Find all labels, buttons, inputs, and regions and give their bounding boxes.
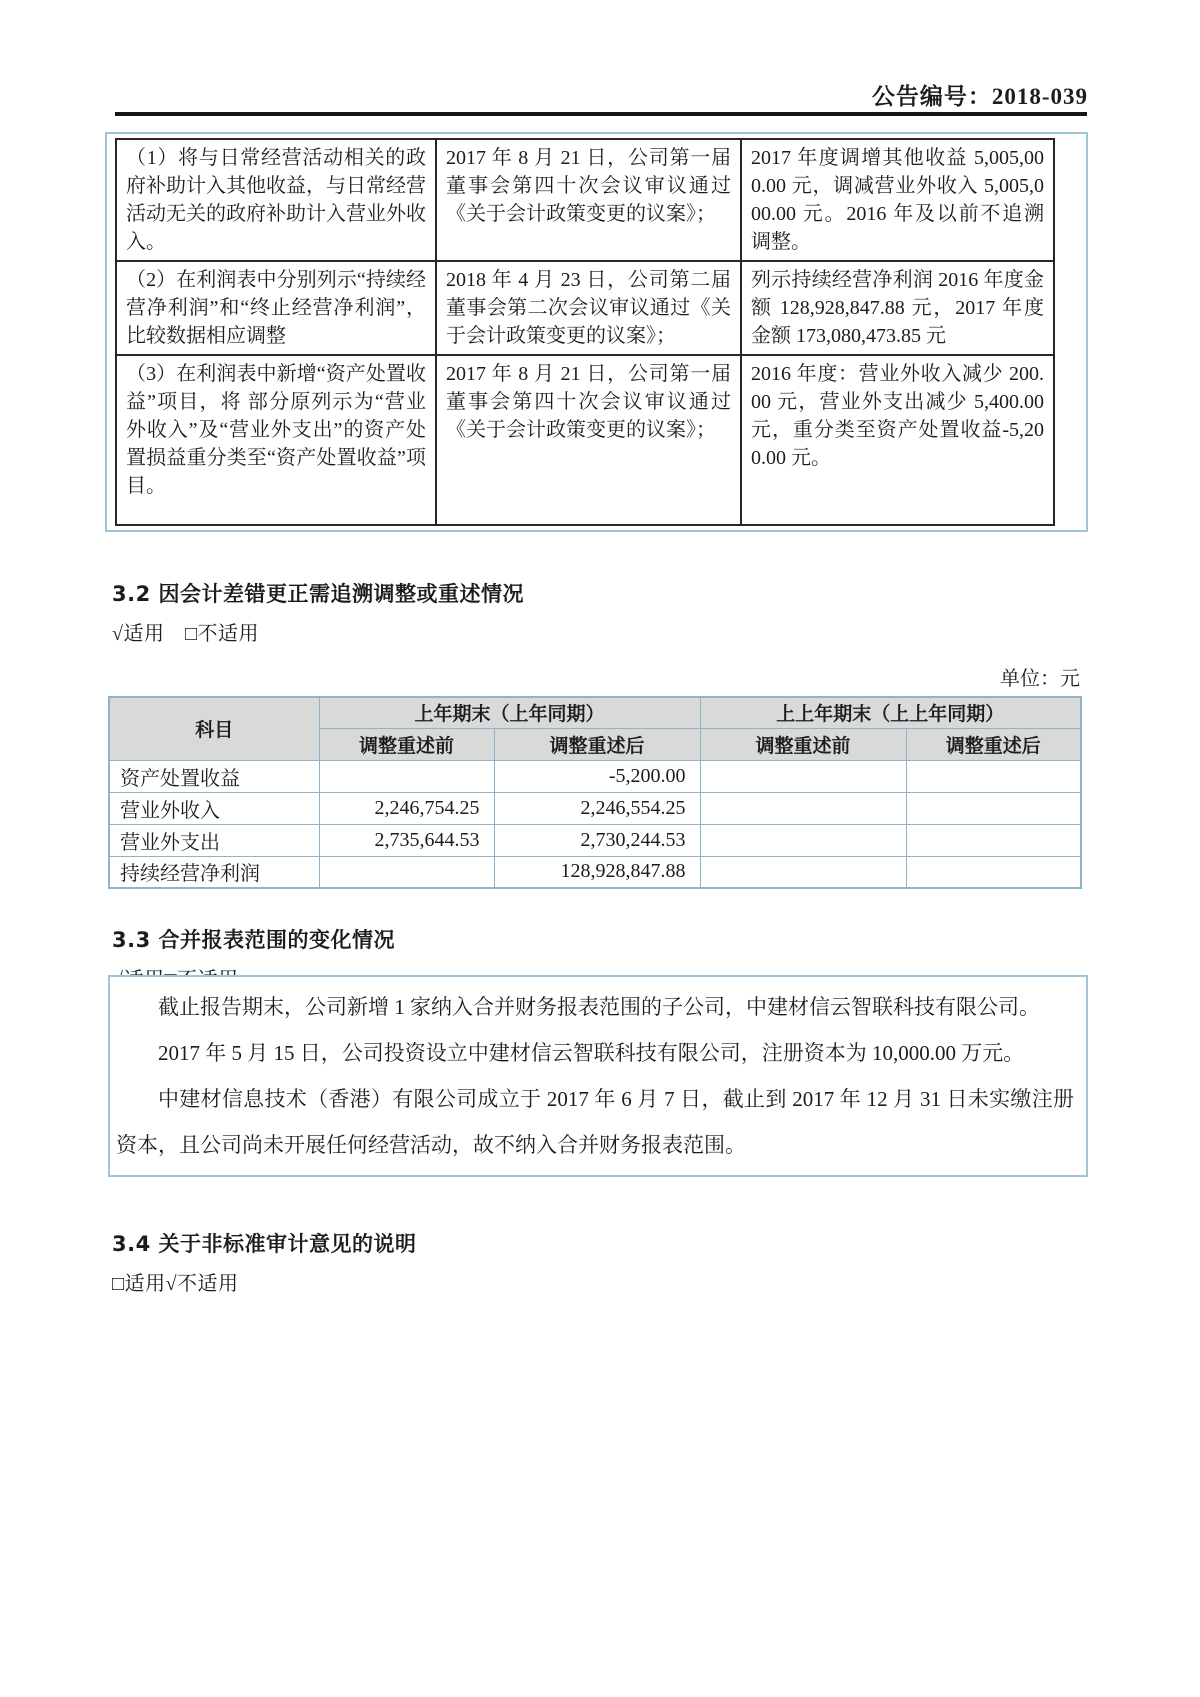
value-cell [906,760,1081,792]
policy-procedure-cell: 2017 年 8 月 21 日，公司第一届董事会第四十次会议审议通过《关于会计政策变更的议案》； [436,139,741,261]
policy-change-cell: （2）在利润表中分别列示“持续经营净利润”和“终止经营净利润”，比较数据相应调整 [116,261,436,355]
policy-row-1 [116,139,1054,261]
policy-procedure-cell: 2017 年 8 月 21 日，公司第一届董事会第四十次会议审议通过《关于会计政策变更的议案》； [436,355,741,525]
value-cell [700,792,906,824]
section-3-2 [112,578,1080,889]
consolidation-scope-box [108,975,1088,1177]
value-cell [319,856,494,888]
scope-paragraph-1: 截止报告期末，公司新增 1 家纳入合并财务报表范围的子公司，中建材信云智联科技有限公司。 [158,995,1040,1019]
value-cell: 128,928,847.88 [494,856,700,888]
policy-change-cell: （3）在利润表中新增“资产处置收益”项目，将 部分原列示为“营业外收入”及“营业外支出”的资产处置损益重分类至“资产处置收益”项目。 [116,355,436,525]
col-group-prev-period: 上年期末（上年同期） [319,697,700,728]
restate-row-nonoperating-income [109,792,1081,824]
value-cell: 2,246,554.25 [494,792,700,824]
subject-cell: 营业外收入 [109,792,319,824]
value-cell [906,856,1081,888]
value-cell [700,760,906,792]
section-3-4-title: 3.4 关于非标准审计意见的说明 [112,1232,417,1256]
col-header-before-restate-1: 调整重述前 [319,728,494,760]
col-header-after-restate-2: 调整重述后 [906,728,1081,760]
value-cell: 2,246,754.25 [319,792,494,824]
col-group-prev2-period: 上上年期末（上上年同期） [700,697,1081,728]
col-header-subject: 科目 [109,697,319,760]
scope-paragraph-3: 中建材信息技术（香港）有限公司成立于 2017 年 6 月 7 日，截止到 2017 年 12 月 31 日未实缴注册资本，且公司尚未开展任何经营活动，故不纳入合并财务报表范围。 [116,1087,1074,1157]
value-cell: -5,200.00 [494,760,700,792]
policy-impact-cell: 2017 年度调增其他收益 5,005,000.00 元，调减营业外收入 5,005,000.00 元。2016 年及以前不追溯调整。 [741,139,1054,261]
value-cell [319,760,494,792]
restate-header-group-row [109,697,1081,728]
section-3-2-title: 3.2 因会计差错更正需追溯调整或重述情况 [112,582,525,606]
value-cell [700,824,906,856]
subject-cell: 资产处置收益 [109,760,319,792]
value-cell: 2,735,644.53 [319,824,494,856]
policy-change-outer-box [105,132,1088,532]
policy-row-3 [116,355,1054,525]
section-3-2-applicability: √适用 □不适用 [112,623,260,645]
policy-procedure-cell: 2018 年 4 月 23 日，公司第二届董事会第二次会议审议通过《关于会计政策变更的议案》； [436,261,741,355]
value-cell: 2,730,244.53 [494,824,700,856]
policy-row-2 [116,261,1054,355]
value-cell [906,824,1081,856]
policy-impact-cell: 2016 年度：营业外收入减少 200.00 元，营业外支出减少 5,400.00 元，重分类至资产处置收益-5,200.00 元。 [741,355,1054,525]
subject-cell: 持续经营净利润 [109,856,319,888]
restatement-table [108,696,1082,889]
header-divider [115,112,1087,116]
announcement-number: 公告编号：2018-039 [871,84,1088,109]
value-cell [906,792,1081,824]
policy-impact-cell: 列示持续经营净利润 2016 年度金额 128,928,847.88 元，2017 年度金额 173,080,473.85 元 [741,261,1054,355]
policy-change-cell: （1）将与日常经营活动相关的政府补助计入其他收益，与日常经营活动无关的政府补助计入营业外收入。 [116,139,436,261]
subject-cell: 营业外支出 [109,824,319,856]
policy-change-table [115,138,1055,526]
unit-label: 单位：元 [1000,668,1080,690]
col-header-after-restate-1: 调整重述后 [494,728,700,760]
restate-row-asset-disposal [109,760,1081,792]
restate-row-nonoperating-expense [109,824,1081,856]
section-3-4 [112,1228,1080,1296]
restate-row-continuing-net-profit [109,856,1081,888]
col-header-before-restate-2: 调整重述前 [700,728,906,760]
scope-paragraph-2: 2017 年 5 月 15 日，公司投资设立中建材信云智联科技有限公司，注册资本为 10,000.00 万元。 [158,1041,1025,1065]
section-3-4-applicability: □适用√不适用 [112,1273,239,1295]
value-cell [700,856,906,888]
section-3-3-title: 3.3 合并报表范围的变化情况 [112,928,396,952]
